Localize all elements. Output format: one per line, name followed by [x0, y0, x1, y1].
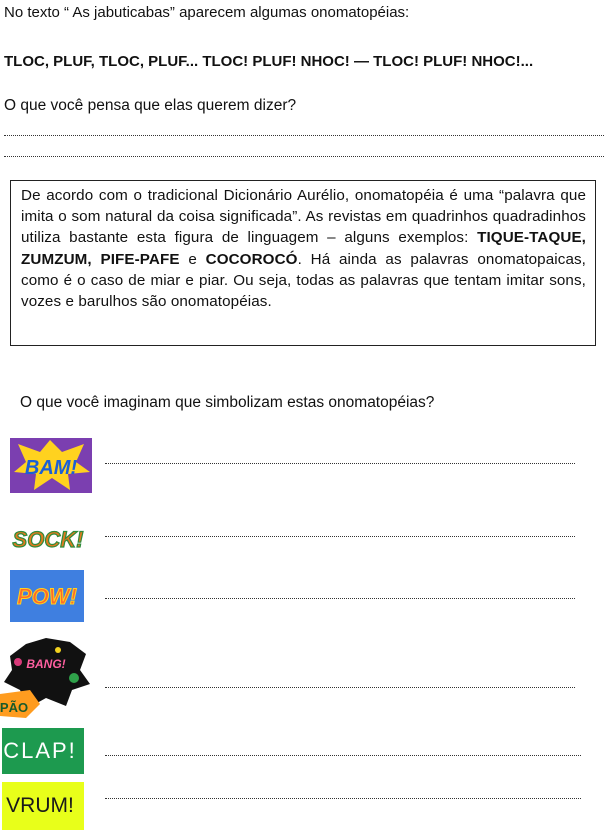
answer-line-vrum[interactable]: [105, 798, 581, 799]
pow-text: POW!: [17, 584, 77, 609]
clap-sticker: [2, 728, 84, 774]
definition-box: [10, 180, 596, 346]
definition-paragraph: [21, 185, 586, 312]
question-meaning: O que você pensa que elas querem dizer?: [4, 97, 297, 114]
answer-line-1[interactable]: [4, 135, 604, 136]
definition-part-2: . Há ainda as palavras onomatopaicas, como é o caso de miar e piar. Ou seja, todas as palavras que tentam imitar sons, vozes e barulhos são onomatopéias.: [21, 250, 587, 311]
sock-sticker: [10, 509, 88, 565]
sock-text: SOCK!: [12, 527, 84, 552]
bam-sticker: [10, 438, 92, 493]
answer-line-bam[interactable]: [105, 463, 575, 464]
answer-line-sock[interactable]: [105, 536, 575, 537]
intro-text: No texto “ As jabuticabas” aparecem algumas onomatopéias:: [4, 4, 410, 21]
answer-line-pow[interactable]: [105, 598, 575, 599]
answer-line-bang[interactable]: [105, 687, 575, 688]
question-symbolize: O que você imaginam que simbolizam estas onomatopéias?: [20, 394, 435, 411]
bang-text: BANG!: [26, 657, 66, 671]
vrum-text: VRUM!: [6, 794, 74, 817]
examples-bold: TIQUE-TAQUE, ZUMZUM, PIFE-PAFE: [21, 229, 586, 268]
answer-line-clap[interactable]: [105, 755, 581, 756]
bang-sticker: [0, 632, 92, 720]
onomatopoeia-sounds: TLOC, PLUF, TLOC, PLUF... TLOC! PLUF! NHOC! — TLOC! PLUF! NHOC!...: [4, 53, 534, 70]
pow-sticker: [10, 570, 84, 622]
definition-part-1: De acordo com o tradicional Dicionário Aurélio, onomatopéia é uma “palavra que imita o som natural da coisa significada”. As revistas em quadrinhos quadradinhos utiliza bastante esta figura de linguagem – alguns exemplos:: [21, 187, 586, 247]
pao-text: PÃO: [0, 700, 29, 715]
bam-text: BAM!: [24, 457, 78, 479]
last-example-bold: COCOROCÓ: [205, 250, 298, 268]
answer-line-2[interactable]: [4, 156, 604, 157]
vrum-sticker: [2, 782, 84, 830]
and-word: e: [179, 250, 206, 268]
clap-text: CLAP!: [3, 738, 77, 763]
